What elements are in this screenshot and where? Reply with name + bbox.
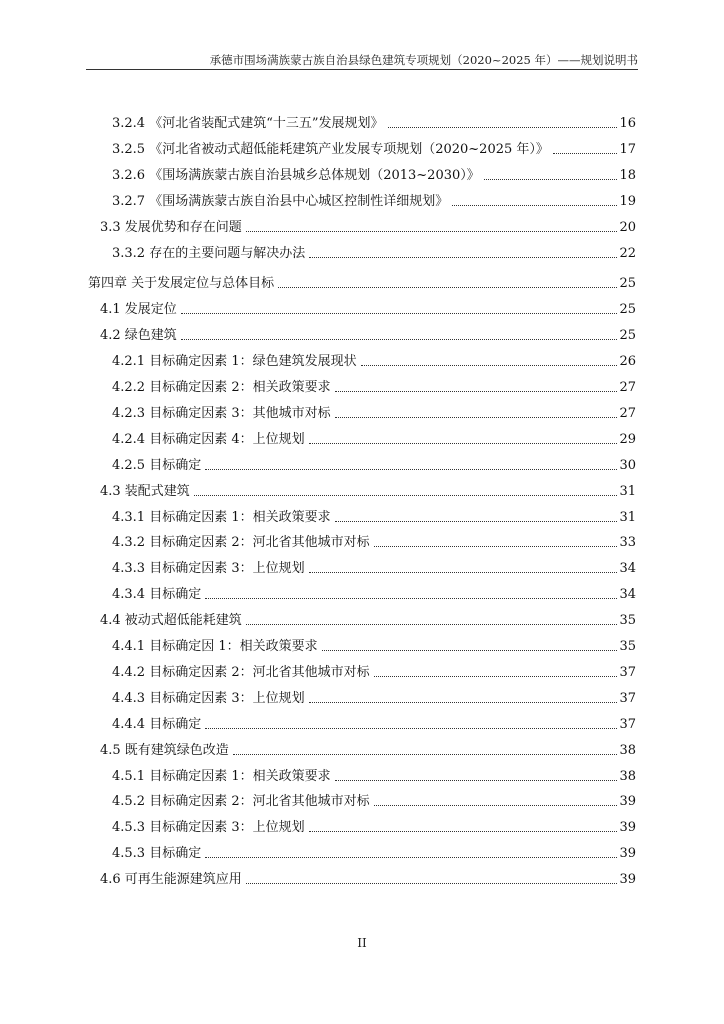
toc-leader-dots <box>374 805 618 806</box>
toc-entry-page: 33 <box>619 535 636 551</box>
toc-entry[interactable] <box>100 216 636 236</box>
toc-entry-title: 4.2.2 目标确定因素 2：相关政策要求 <box>112 380 331 395</box>
toc-entry[interactable] <box>100 480 636 500</box>
toc-leader-dots <box>452 205 617 206</box>
toc-leader-dots <box>374 676 618 677</box>
toc-entry-page: 31 <box>619 509 636 525</box>
toc-entry-page: 39 <box>619 872 636 888</box>
toc-entry[interactable] <box>112 583 636 603</box>
toc-entry-title: 4.4.3 目标确定因素 3：上位规划 <box>112 690 305 706</box>
toc-entry-title: 4.6 可再生能源建筑应用 <box>100 872 242 888</box>
toc-entry-title: 第四章 关于发展定位与总体目标 <box>88 276 275 292</box>
toc-entry[interactable] <box>112 242 636 262</box>
toc-entry-title: 4.3.2 目标确定因素 2：河北省其他城市对标 <box>112 535 370 551</box>
toc-entry-page: 39 <box>619 820 636 836</box>
toc-entry-title: 4.4 被动式超低能耗建筑 <box>100 613 242 629</box>
toc-entry-page: 26 <box>619 354 636 370</box>
toc-entry[interactable] <box>112 687 636 707</box>
toc-entry-title: 4.5.2 目标确定因素 2：河北省其他城市对标 <box>112 794 370 810</box>
toc-entry-page: 20 <box>619 219 636 235</box>
toc-entry-title: 4.5.1 目标确定因素 1：相关政策要求 <box>112 768 331 784</box>
toc-entry-page: 39 <box>619 794 636 810</box>
toc-entry-title: 3.2.4 《河北省装配式建筑“十三五”发展规划》 <box>112 116 384 131</box>
toc-entry-title: 4.5 既有建筑绿色改造 <box>100 742 229 758</box>
toc-entry-title: 4.2.5 目标确定 <box>112 457 202 473</box>
toc-entry[interactable] <box>112 765 636 785</box>
toc-entry-page: 37 <box>619 690 636 706</box>
toc-entry[interactable] <box>100 324 636 344</box>
toc-entry[interactable] <box>112 112 636 132</box>
toc-entry-page: 19 <box>619 193 636 209</box>
toc-entry-title: 4.4.2 目标确定因素 2：河北省其他城市对标 <box>112 664 370 680</box>
toc-entry-title: 3.3.2 存在的主要问题与解决办法 <box>112 245 306 261</box>
toc-entry-title: 4.5.3 目标确定因素 3：上位规划 <box>112 820 305 836</box>
toc-entry[interactable] <box>112 376 636 396</box>
toc-entry-title: 4.2 绿色建筑 <box>100 328 177 344</box>
toc-leader-dots <box>309 443 618 444</box>
toc-entry-page: 34 <box>619 587 636 603</box>
toc-leader-dots <box>309 257 617 258</box>
toc-leader-dots <box>553 153 618 154</box>
toc-leader-dots <box>309 572 618 573</box>
toc-entry[interactable] <box>112 557 636 577</box>
toc-entry[interactable] <box>112 842 636 862</box>
toc-leader-dots <box>335 391 618 392</box>
toc-leader-dots <box>335 780 618 781</box>
toc-entry-title: 4.3.4 目标确定 <box>112 587 202 603</box>
toc-entry-page: 17 <box>619 141 636 157</box>
toc-entry-page: 25 <box>619 276 636 292</box>
toc-entry-page: 18 <box>619 167 636 183</box>
toc-leader-dots <box>246 883 618 884</box>
toc-entry-page: 31 <box>619 483 636 499</box>
toc-entry-title: 4.3.1 目标确定因素 1：相关政策要求 <box>112 509 331 525</box>
toc-entry[interactable] <box>112 506 636 526</box>
toc-entry-title: 4.5.3 目标确定 <box>112 846 202 862</box>
toc-entry-page: 35 <box>619 613 636 629</box>
toc-leader-dots <box>181 339 618 340</box>
toc-leader-dots <box>335 521 618 522</box>
toc-leader-dots <box>374 546 618 547</box>
toc-leader-dots <box>309 831 618 832</box>
toc-entry-page: 27 <box>619 380 636 395</box>
toc-leader-dots <box>205 728 617 729</box>
toc-leader-dots <box>205 857 617 858</box>
toc-entry-title: 3.3 发展优势和存在问题 <box>100 219 242 235</box>
toc-entry[interactable] <box>112 713 636 733</box>
toc-entry-title: 4.4.1 目标确定因 1：相关政策要求 <box>112 639 318 654</box>
toc-entry-page: 37 <box>619 716 636 732</box>
header-rule <box>86 69 638 70</box>
toc-entry-page: 38 <box>619 768 636 784</box>
toc-entry[interactable] <box>112 164 636 184</box>
toc-entry-title: 4.4.4 目标确定 <box>112 716 202 732</box>
toc-entry-title: 4.3 装配式建筑 <box>100 483 190 499</box>
toc-entry-page: 22 <box>619 245 636 261</box>
toc-entry[interactable] <box>112 531 636 551</box>
toc-entry[interactable] <box>112 350 636 370</box>
toc-entry-page: 35 <box>619 639 636 654</box>
toc-entry-title: 3.2.5 《河北省被动式超低能耗建筑产业发展专项规划（2020~2025 年）》 <box>112 141 549 157</box>
toc-entry[interactable] <box>112 190 636 210</box>
toc-leader-dots <box>388 127 618 128</box>
toc-leader-dots <box>361 365 618 366</box>
toc-entry-page: 25 <box>619 302 636 318</box>
toc-entry-page: 39 <box>619 846 636 862</box>
toc-leader-dots <box>194 495 618 496</box>
toc-entry-title: 4.2.3 目标确定因素 3：其他城市对标 <box>112 405 331 421</box>
toc-entry-title: 4.1 发展定位 <box>100 302 177 318</box>
toc-entry-title: 3.2.7 《围场满族蒙古族自治县中心城区控制性详细规划》 <box>112 193 449 209</box>
toc-entry[interactable] <box>112 428 636 448</box>
toc-entry-page: 37 <box>619 664 636 680</box>
toc-entry-page: 34 <box>619 561 636 577</box>
toc-entry-page: 25 <box>619 328 636 344</box>
toc-leader-dots <box>246 231 618 232</box>
page-number: II <box>357 936 367 950</box>
running-header: 承德市围场满族蒙古族自治县绿色建筑专项规划（2020~2025 年）——规划说明书 <box>209 53 638 67</box>
toc-entry-page: 30 <box>619 457 636 473</box>
toc-leader-dots <box>205 598 617 599</box>
toc-leader-dots <box>278 287 617 288</box>
toc-leader-dots <box>322 650 618 651</box>
toc-entry[interactable] <box>112 661 636 681</box>
toc-entry-page: 27 <box>619 405 636 421</box>
toc-leader-dots <box>484 179 618 180</box>
toc-leader-dots <box>309 702 618 703</box>
toc-leader-dots <box>335 417 618 418</box>
toc-entry-page: 16 <box>619 116 636 131</box>
toc-entry-page: 29 <box>619 431 636 447</box>
toc-entry[interactable] <box>100 868 636 888</box>
toc-leader-dots <box>205 469 617 470</box>
toc-entry[interactable] <box>100 298 636 318</box>
toc-entry[interactable] <box>112 790 636 810</box>
toc-entry[interactable] <box>112 454 636 474</box>
toc-entry[interactable] <box>112 402 636 422</box>
toc-entry-title: 4.2.1 目标确定因素 1：绿色建筑发展现状 <box>112 354 357 370</box>
toc-entry-title: 3.2.6 《围场满族蒙古族自治县城乡总体规划（2013~2030）》 <box>112 167 480 183</box>
toc-entry[interactable] <box>112 138 636 158</box>
toc-leader-dots <box>246 624 618 625</box>
toc-entry[interactable] <box>100 609 636 629</box>
toc-entry-page: 38 <box>619 742 636 758</box>
toc-leader-dots <box>181 313 618 314</box>
toc-entry-title: 4.2.4 目标确定因素 4：上位规划 <box>112 431 305 447</box>
toc-leader-dots <box>233 754 618 755</box>
toc-entry[interactable] <box>100 739 636 759</box>
toc-entry[interactable] <box>112 816 636 836</box>
toc-entry-title: 4.3.3 目标确定因素 3：上位规划 <box>112 561 305 577</box>
toc-entry[interactable] <box>112 635 636 655</box>
toc-entry[interactable] <box>88 272 636 292</box>
